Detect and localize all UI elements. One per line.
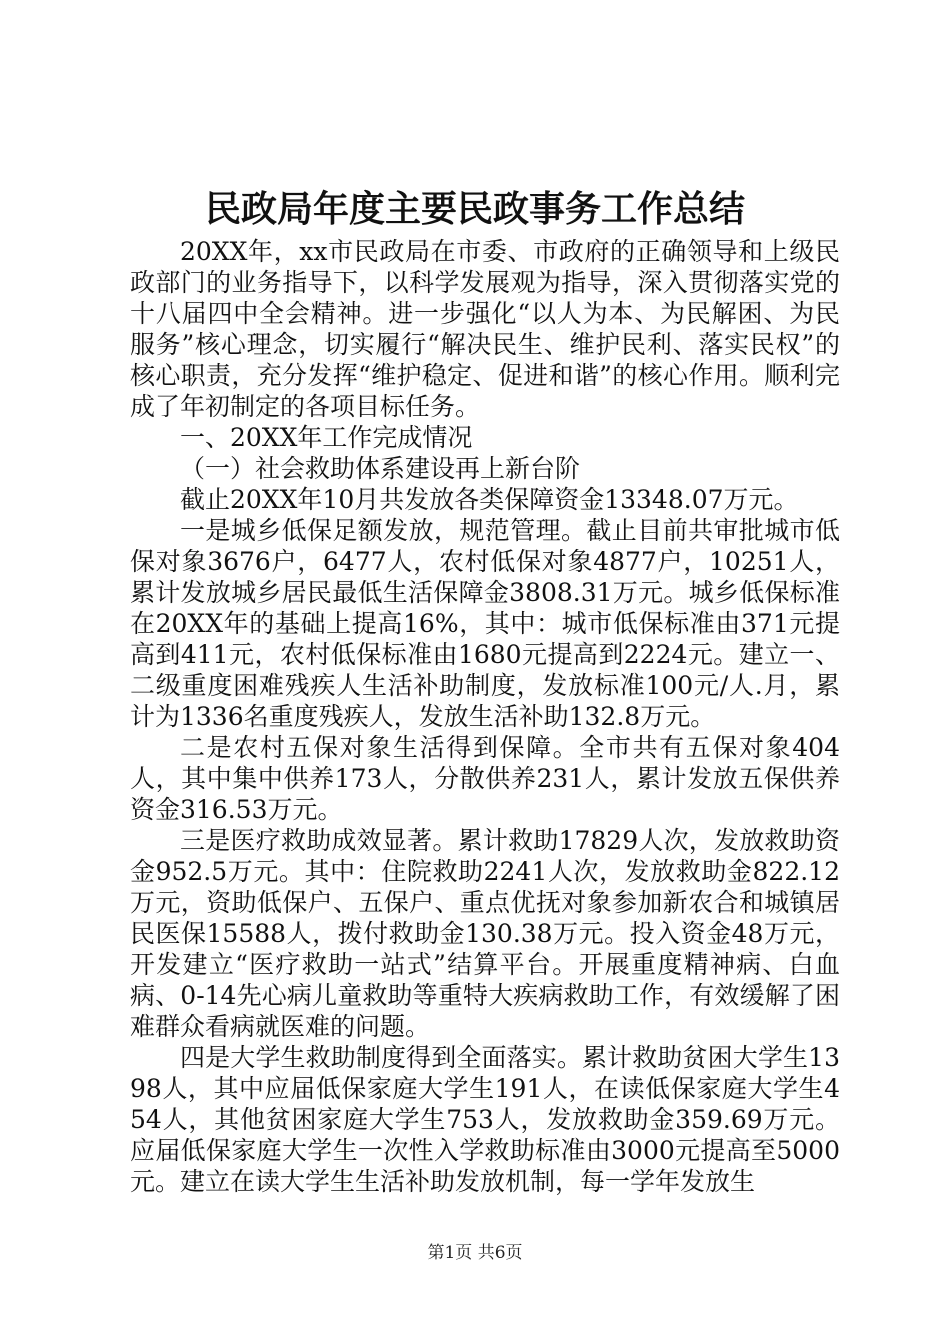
paragraph-low-income: 一是城乡低保足额发放，规范管理。截止目前共审批城市低保对象3676户，6477人，农村低保对象4877户，10251人，累计发放城乡居民最低生活保障金3808.31万元。城乡低保标准在20XX年的基础上提高16%，其中：城市低保标准由371元提高到411元，农村低保标准由1680元提高到2224元。建立一、二级重度困难残疾人生活补助制度，发放标准100元/人.月，累计为1336名重度残疾人，发放生活补助132.8万元。 xyxy=(130,516,840,731)
paragraph-student-aid: 四是大学生救助制度得到全面落实。累计救助贫困大学生1398人，其中应届低保家庭大学生191人，在读低保家庭大学生454人，其他贫困家庭大学生753人，发放救助金359.69万元。应届低保家庭大学生一次性入学救助标准由3000元提高至5000元。建立在读大学生生活补助发放机制，每一学年发放生 xyxy=(130,1043,840,1196)
summary-paragraph: 截止20XX年10月共发放各类保障资金13348.07万元。 xyxy=(180,485,799,514)
document-body xyxy=(130,236,840,1197)
paragraph-five-guarantee: 二是农村五保对象生活得到保障。全市共有五保对象404人，其中集中供养173人，分散供养231人，累计发放五保供养资金316.53万元。 xyxy=(130,733,840,824)
section-heading: 一、20XX年工作完成情况 xyxy=(180,423,473,452)
paragraph-medical-aid: 三是医疗救助成效显著。累计救助17829人次，发放救助资金952.5万元。其中：住院救助2241人次，发放救助金822.12万元，资助低保户、五保户、重点优抚对象参加新农合和城镇居民医保15588人，拨付救助金130.38万元。投入资金48万元，开发建立“医疗救助一站式”结算平台。开展重度精神病、白血病、0-14先心病儿童救助等重特大疾病救助工作，有效缓解了困难群众看病就医难的问题。 xyxy=(130,826,840,1041)
subsection-heading: （一）社会救助体系建设再上新台阶 xyxy=(180,454,581,483)
document-title: 民政局年度主要民政事务工作总结 xyxy=(204,188,745,230)
page-number-footer: 第1页 共6页 xyxy=(427,1243,523,1263)
intro-paragraph: 20XX年，xx市民政局在市委、市政府的正确领导和上级民政部门的业务指导下，以科学发展观为指导，深入贯彻落实党的十八届四中全会精神。进一步强化“以人为本、为民解困、为民服务”核心理念，切实履行“解决民生、维护民利、落实民权”的核心职责，充分发挥“维护稳定、促进和谐”的核心作用。顺利完成了年初制定的各项目标任务。 xyxy=(130,237,840,421)
